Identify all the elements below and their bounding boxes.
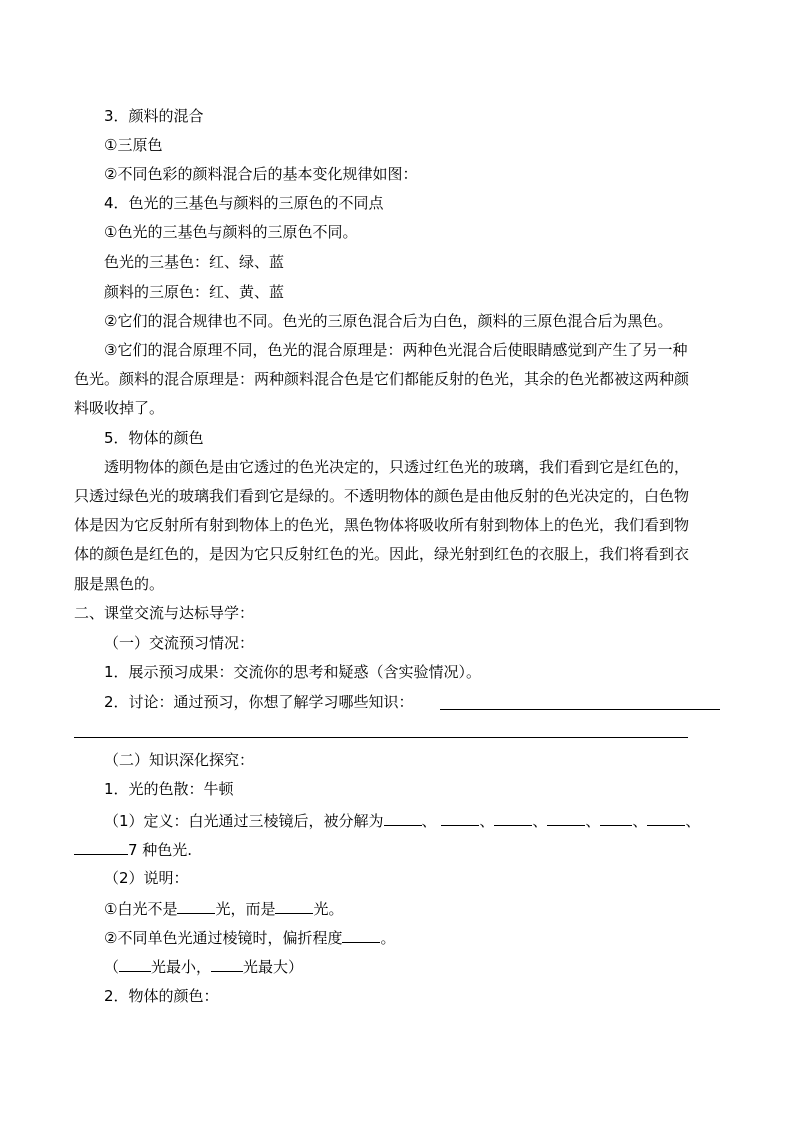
- section5-paragraph-line2: 只透过绿色光的玻璃我们看到它是绿的。不透明物体的颜色是由他反射的色光决定的，白色物: [74, 487, 690, 505]
- explanation-3-part-b: 光最小，: [151, 958, 212, 976]
- section5-paragraph-line3: 体是因为它反射所有射到物体上的色光，黑色物体将吸收所有射到物体上的色光，我们看到物: [74, 516, 690, 534]
- explanation-label: （2）说明：: [104, 869, 189, 887]
- separator: 、: [532, 812, 548, 830]
- explanation-item-1: [104, 898, 343, 919]
- part2-subheading-1: （一）交流预习情况：: [104, 634, 255, 652]
- section5-title: 5．物体的颜色: [104, 429, 204, 447]
- separator: 、: [685, 812, 701, 830]
- color-blank-2[interactable]: [441, 810, 479, 826]
- definition-prefix: （1）定义：白光通过三棱镜后，被分解为: [104, 812, 384, 830]
- part2-heading: 二、课堂交流与达标导学：: [74, 604, 255, 622]
- part2-question-2: [104, 692, 414, 712]
- section5-paragraph-line5: 服是黑色的。: [74, 575, 165, 593]
- part2-question-1: 1．展示预习成果：交流你的思考和疑惑（含实验情况）。: [104, 663, 482, 681]
- blank-not-light[interactable]: [177, 898, 215, 914]
- explanation-2-part-b: 。: [380, 929, 396, 947]
- separator: 、: [421, 812, 437, 830]
- definition-suffix: 7 种色光.: [128, 841, 193, 859]
- definition-line-2: [74, 839, 192, 860]
- part2-subheading-2: （二）知识深化探究：: [104, 751, 255, 769]
- color-blank-6[interactable]: [647, 810, 685, 826]
- answer-line-1[interactable]: [440, 709, 720, 710]
- section3-title: 3．颜料的混合: [104, 107, 204, 125]
- separator: 、: [585, 812, 601, 830]
- explanation-2-part-a: ②不同单色光通过棱镜时，偏折程度: [104, 929, 343, 947]
- knowledge-item-2: 2．物体的颜色：: [104, 987, 219, 1005]
- section4-light: 色光的三基色：红、绿、蓝: [104, 253, 285, 271]
- color-blank-4[interactable]: [547, 810, 585, 826]
- separator: 、: [632, 812, 648, 830]
- section4-item2: ②它们的混合规律也不同。色光的三原色混合后为白色，颜料的三原色混合后为黑色。: [104, 312, 673, 330]
- section5-paragraph-line4: 体的颜色是红色的，是因为它只反射红色的光。因此，绿光射到红色的衣服上，我们将看到衣: [74, 545, 690, 563]
- separator: 、: [479, 812, 495, 830]
- explanation-3-part-c: 光最大）: [243, 958, 304, 976]
- explanation-item-2: [104, 927, 395, 948]
- section3-item2: ②不同色彩的颜料混合后的基本变化规律如图：: [104, 165, 418, 183]
- blank-max-light[interactable]: [211, 956, 243, 972]
- section4-item3-line3: 料吸收掉了。: [74, 399, 165, 417]
- definition-line: [104, 810, 700, 831]
- explanation-item-3: [104, 956, 303, 977]
- blank-but-light[interactable]: [275, 898, 313, 914]
- section4-pigment: 颜料的三原色：红、黄、蓝: [104, 283, 285, 301]
- explanation-1-part-b: 光，而是: [215, 900, 276, 918]
- question-2-text: 2．讨论：通过预习，你想了解学习哪些知识：: [104, 693, 414, 711]
- section4-title: 4．色光的三基色与颜料的三原色的不同点: [104, 194, 384, 212]
- section5-paragraph-line1: 透明物体的颜色是由它透过的色光决定的，只透过红色光的玻璃，我们看到它是红色的，: [104, 458, 690, 476]
- color-blank-1[interactable]: [384, 810, 422, 826]
- blank-min-light[interactable]: [119, 956, 151, 972]
- explanation-1-part-c: 光。: [313, 900, 344, 918]
- answer-line-2[interactable]: [74, 737, 688, 738]
- color-blank-7[interactable]: [74, 839, 128, 855]
- color-blank-5[interactable]: [600, 810, 632, 826]
- explanation-1-part-a: ①白光不是: [104, 900, 178, 918]
- explanation-3-part-a: （: [104, 958, 120, 976]
- section4-item1: ①色光的三基色与颜料的三原色不同。: [104, 223, 358, 241]
- section3-item1: ①三原色: [104, 136, 163, 154]
- knowledge-item-1: 1．光的色散：牛顿: [104, 780, 234, 798]
- section4-item3-line2: 色光。颜料的混合原理是：两种颜料混合色是它们都能反射的色光，其余的色光都被这两种颜: [74, 370, 690, 388]
- section4-item3-line1: ③它们的混合原理不同，色光的混合原理是：两种色光混合后使眼睛感觉到产生了另一种: [104, 341, 688, 359]
- blank-deflection[interactable]: [342, 927, 380, 943]
- color-blank-3[interactable]: [494, 810, 532, 826]
